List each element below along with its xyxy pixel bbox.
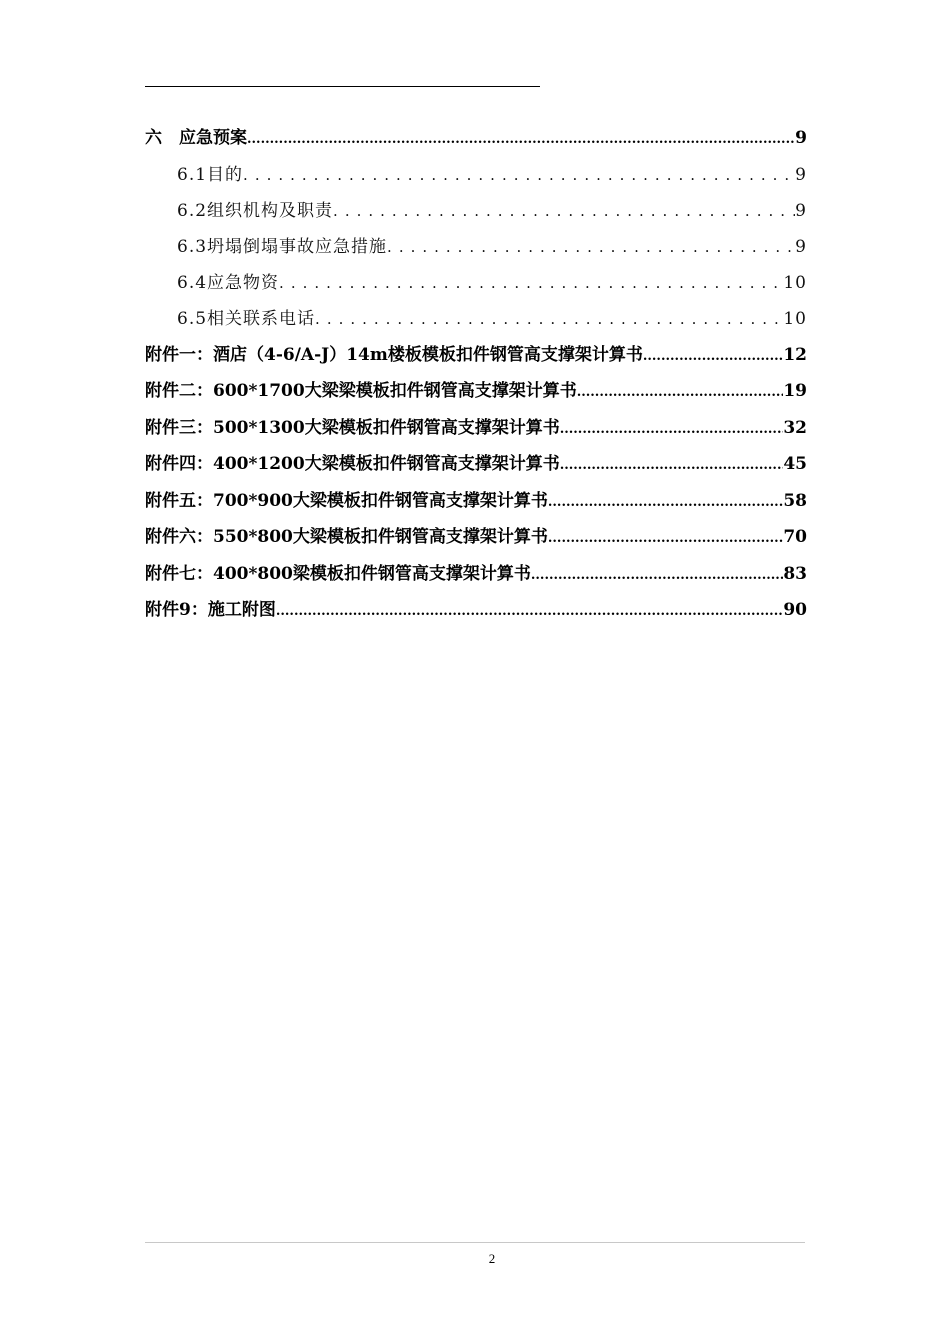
toc-entry-label: 附件七：400*800梁模板扣件钢管高支撑架计算书 — [145, 563, 531, 584]
toc-entry-label: 6.1目的 — [177, 164, 244, 185]
toc-entry-page: 32 — [783, 417, 807, 438]
dot-leader — [531, 563, 783, 589]
toc-entry-label: 附件二：600*1700大梁梁模板扣件钢管高支撑架计算书 — [145, 381, 577, 401]
toc-entry-label: 附件六：550*800大梁模板扣件钢管高支撑架计算书 — [145, 527, 548, 547]
toc-entry-page: 45 — [783, 454, 807, 474]
page-number: 2 — [488, 1251, 496, 1266]
header-rule — [145, 86, 540, 87]
toc-entry-page: 10 — [783, 272, 807, 293]
toc-entry-label: 附件四：400*1200大梁模板扣件钢管高支撑架计算书 — [145, 454, 560, 474]
toc-entry[interactable] — [145, 451, 807, 488]
dot-leader — [560, 453, 784, 479]
dot-leader — [333, 198, 795, 224]
toc-entry-page: 9 — [795, 236, 807, 257]
toc-entry-page: 9 — [795, 164, 807, 185]
toc-entry-page: 9 — [795, 128, 807, 148]
dot-leader — [247, 127, 795, 153]
toc-entry-label: 附件五：700*900大梁模板扣件钢管高支撑架计算书 — [145, 490, 548, 511]
toc-entry-page: 9 — [795, 200, 807, 221]
toc-subentry[interactable] — [145, 198, 807, 234]
toc-entry-label: 6.5相关联系电话 — [177, 308, 316, 329]
table-of-contents — [145, 125, 807, 634]
dot-leader — [279, 270, 783, 296]
footer-rule — [145, 1242, 805, 1243]
dot-leader — [276, 599, 783, 625]
toc-entry-page: 70 — [783, 527, 807, 547]
toc-entry[interactable] — [145, 125, 807, 162]
toc-subentry[interactable] — [145, 162, 807, 198]
toc-entry[interactable] — [145, 524, 807, 561]
toc-entry[interactable] — [145, 597, 807, 634]
toc-entry-page: 10 — [783, 308, 807, 329]
toc-subentry[interactable] — [145, 306, 807, 342]
toc-entry-label: 附件一：酒店（4-6/A-J）14m楼板模板扣件钢管高支撑架计算书 — [145, 344, 643, 365]
toc-entry-label: 6.2组织机构及职责 — [177, 200, 334, 221]
toc-entry[interactable] — [145, 342, 807, 379]
toc-entry-label: 六 应急预案 — [145, 128, 247, 148]
toc-entry-label: 6.4应急物资 — [177, 272, 280, 293]
toc-entry-page: 19 — [783, 381, 807, 401]
dot-leader — [548, 526, 783, 552]
toc-entry[interactable] — [145, 488, 807, 525]
toc-entry-label: 附件三：500*1300大梁模板扣件钢管高支撑架计算书 — [145, 417, 560, 438]
toc-entry-page: 83 — [783, 563, 807, 584]
toc-subentry[interactable] — [145, 234, 807, 270]
dot-leader — [548, 490, 783, 516]
toc-entry[interactable] — [145, 378, 807, 415]
toc-subentry[interactable] — [145, 270, 807, 306]
toc-entry-page: 12 — [783, 344, 807, 365]
dot-leader — [560, 417, 784, 443]
toc-entry-label: 附件9：施工附图 — [145, 600, 276, 620]
dot-leader — [387, 234, 795, 260]
dot-leader — [243, 162, 795, 188]
toc-entry[interactable] — [145, 561, 807, 598]
toc-entry-page: 58 — [783, 490, 807, 511]
dot-leader — [643, 344, 783, 370]
dot-leader — [315, 306, 783, 332]
toc-entry-page: 90 — [783, 600, 807, 620]
dot-leader — [577, 380, 784, 406]
toc-entry[interactable] — [145, 415, 807, 452]
toc-entry-label: 6.3坍塌倒塌事故应急措施 — [177, 236, 388, 257]
